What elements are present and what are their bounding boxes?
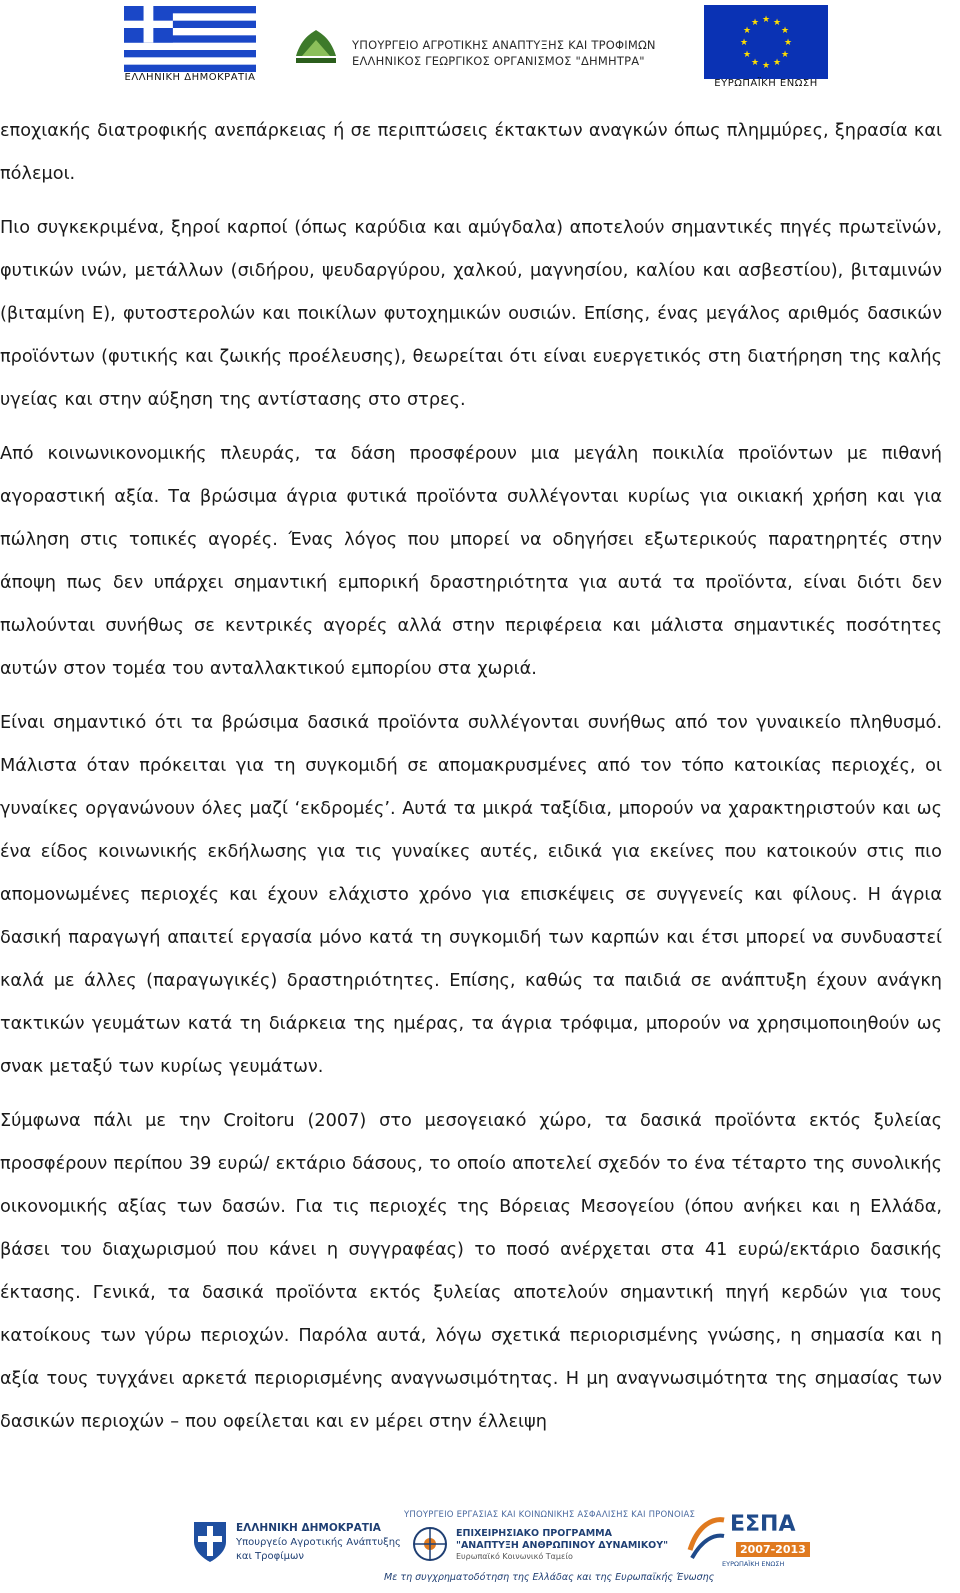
- svg-text:★: ★: [780, 50, 790, 60]
- footer-ministry: Υπουργείο Αγροτικής Ανάπτυξης: [236, 1537, 401, 1548]
- svg-text:★: ★: [739, 38, 749, 48]
- organization-name: ΕΛΛΗΝΙΚΟΣ ΓΕΩΡΓΙΚΟΣ ΟΡΓΑΝΙΣΜΟΣ "ΔΗΜΗΤΡΑ": [352, 54, 645, 68]
- paragraph: Είναι σημαντικό ότι τα βρώσιμα δασικά προϊόντα συλλέγονται συνήθως από τον γυναικείο πληθυσμό. Μάλιστα όταν πρόκειται για τη συγκομιδή σε απομακρυσμένες από τον τόπο κατοικίας περιοχές, οι γυναίκες οργανώνουν όλες μαζί ‘εκδρομές’. Αυτά τα μικρά ταξίδια, μπορούν να χαρακτηριστούν και ως ένα είδος κοινωνικής εκδήλωσης για τις γυναίκες αυτές, ειδικά για εκείνες που κατοικούν στις πιο απομονωμένες περιοχές και έχουν ελάχιστο χρόνο για επισκέψεις σε συγγενείς και φίλους. Η άγρια δασική παραγωγή απαιτεί εργασία μόνο κατά τη συγκομιδή των καρπών και έτσι μπορεί να συνδυαστεί καλά με άλλες (παραγωγικές) δραστηριότητες. Επίσης, καθώς τα παιδιά σε ανάπτυξη έχουν ανάγκη τακτικών γευμάτων κατά τη διάρκεια της ημέρας, τα άγρια τρόφιμα, μπορούν να χρησιμοποιηθούν ως σνακ μεταξύ των κυρίως γευμάτων.: [0, 713, 942, 1077]
- espa-wordmark: ΕΣΠΑ: [730, 1512, 796, 1537]
- operational-programme-icon: [412, 1526, 448, 1562]
- svg-text:★: ★: [742, 26, 752, 36]
- ministry-emblem-icon: [292, 26, 340, 68]
- svg-text:★: ★: [772, 58, 782, 68]
- footer-fund: Ευρωπαϊκό Κοινωνικό Ταμείο: [456, 1552, 573, 1561]
- svg-text:★: ★: [761, 15, 771, 25]
- paragraph: Σύμφωνα πάλι με την Croitoru (2007) στο μεσογειακό χώρο, τα δασικά προϊόντα εκτός ξυλείας προσφέρουν περίπου 39 ευρώ/ εκτάριο δάσους, το οποίο αποτελεί σχεδόν το ένα τέταρτο της συνολικής οικονομικής αξίας των δασών. Για τις περιοχές της Βόρειας Μεσογείου (όπου ανήκει και η Ελλάδα, βάσει του διαχωρισμού που κάνει η συγγραφέας) το ποσό ανέρχεται στα 41 ευρώ/εκτάριο δασικής έκτασης. Γενικά, τα δασικά προϊόντα εκτός ξυλείας αποτελούν σημαντική πηγή κερδών για τους κατοίκους των γύρω περιοχών. Παρόλα αυτά, λόγω σχετικά περιορισμένης γνώσης, η σημασία και η αξία τους τυγχάνει αρκετά περιορισμένης αναγνωσιμότητας. Η μη αναγνωσιμότητα της σημασίας των δασικών περιοχών – που οφείλεται και εν μέρει στην έλλειψη: [0, 1111, 942, 1432]
- espa-eu-tag: ΕΥΡΩΠΑΪΚΗ ΕΝΩΣΗ: [722, 1560, 785, 1568]
- svg-text:★: ★: [780, 26, 790, 36]
- greek-flag-icon: [124, 6, 256, 72]
- paragraph: Πιο συγκεκριμένα, ξηροί καρποί (όπως καρύδια και αμύγδαλα) αποτελούν σημαντικές πηγές πρωτεϊνών, φυτικών ινών, μετάλλων (σιδήρου, ψευδαργύρου, χαλκού, μαγνησίου, καλίου και ασβεστίου), βιταμινών (βιταμίνη Ε), φυτοστερολών και ποικίλων φυτοχημικών ουσιών. Επίσης, ένας μεγάλος αριθμός δασικών προϊόντων (φυτικής και ζωικής προέλευσης), θεωρείται ότι είναι ευεργετικός στη διατήρηση της καλής υγείας και στην αύξηση της αντίστασης στο στρες.: [0, 218, 942, 410]
- footer-labour-ministry: ΥΠΟΥΡΓΕΙΟ ΕΡΓΑΣΙΑΣ ΚΑΙ ΚΟΙΝΩΝΙΚΗΣ ΑΣΦΑΛΙΣΗΣ ΚΑΙ ΠΡΟΝΟΙΑΣ: [404, 1510, 696, 1520]
- footer-programme: ΕΠΙΧΕΙΡΗΣΙΑΚΟ ΠΡΟΓΡΑΜΜΑ: [456, 1528, 612, 1539]
- paragraph: εποχιακής διατροφικής ανεπάρκειας ή σε περιπτώσεις έκτακτων αναγκών όπως πλημμύρες, ξηρασία και πόλεμοι.: [0, 121, 942, 184]
- svg-text:★: ★: [761, 61, 771, 71]
- cofinance-note: Με τη συγχρηματοδότηση της Ελλάδας και της Ευρωπαϊκής Ένωσης: [384, 1572, 715, 1583]
- svg-text:★: ★: [772, 18, 782, 28]
- svg-text:★: ★: [750, 58, 760, 68]
- document-body: [0, 110, 942, 1455]
- svg-text:★: ★: [783, 38, 793, 48]
- footer-republic: ΕΛΛΗΝΙΚΗ ΔΗΜΟΚΡΑΤΙΑ: [236, 1522, 381, 1534]
- ministry-name: ΥΠΟΥΡΓΕΙΟ ΑΓΡΟΤΙΚΗΣ ΑΝΑΠΤΥΞΗΣ ΚΑΙ ΤΡΟΦΙΜΩΝ: [352, 38, 656, 52]
- greek-republic-caption: ΕΛΛΗΝΙΚΗ ΔΗΜΟΚΡΑΤΙΑ: [124, 72, 256, 83]
- page-header: [0, 0, 960, 95]
- eu-flag-icon: [704, 5, 828, 79]
- greek-coat-of-arms-icon: [190, 1518, 230, 1564]
- footer-programme-name: "ΑΝΑΠΤΥΞΗ ΑΝΘΡΩΠΙΝΟΥ ΔΥΝΑΜΙΚΟΥ": [456, 1540, 669, 1551]
- svg-text:★: ★: [742, 50, 752, 60]
- page-footer: [0, 1500, 960, 1593]
- svg-text:★: ★: [750, 18, 760, 28]
- paragraph: Από κοινωνικονομικής πλευράς, τα δάση προσφέρουν μια μεγάλη ποικιλία προϊόντων με πιθανή αγοραστική αξία. Τα βρώσιμα άγρια φυτικά προϊόντα συλλέγονται κυρίως για οικιακή χρήση και για πώληση στις τοπικές αγορές. Ένας λόγος που μπορεί να οδηγήσει εξωτερικούς παρατηρητές στην άποψη πως δεν υπάρχει σημαντική εμπορική δραστηριότητα για αυτά τα προϊόντα, είναι διότι δεν πωλούνται συνήθως σε κεντρικές αγορές αλλά στην περιφέρεια και μάλιστα σημαντικές ποσότητες αυτών στον τομέα του ανταλλακτικού εμπορίου στα χωριά.: [0, 444, 942, 679]
- eu-caption: ΕΥΡΩΠΑΪΚΗ ΕΝΩΣΗ: [714, 78, 818, 89]
- footer-ministry-2: και Τροφίμων: [236, 1551, 304, 1562]
- espa-years: 2007-2013: [736, 1542, 810, 1557]
